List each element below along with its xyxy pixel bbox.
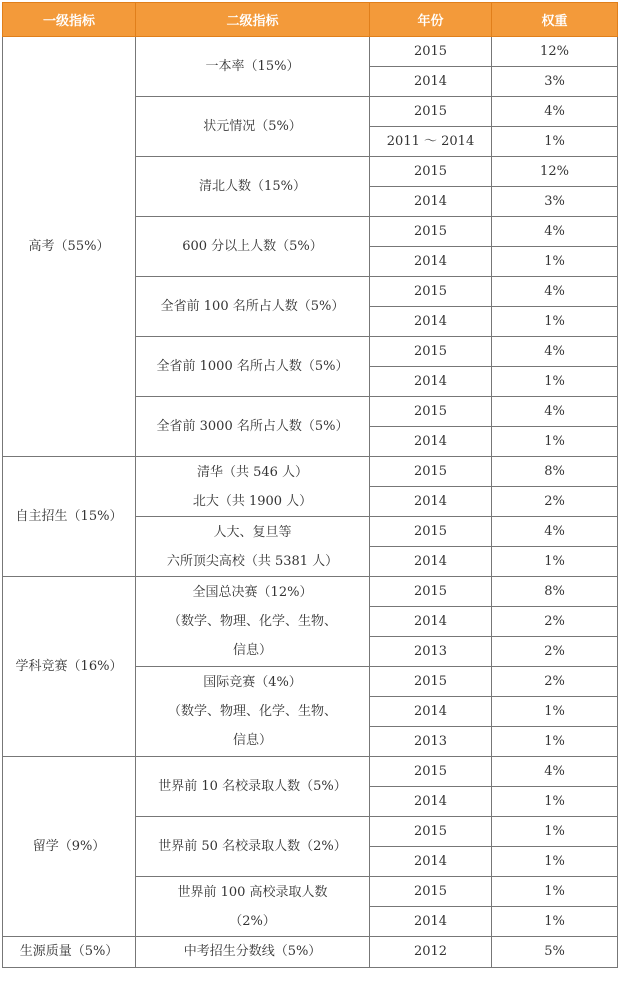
table-row (3, 37, 618, 67)
table-row (3, 457, 618, 487)
level1-cell: 生源质量（5%） (3, 937, 136, 968)
year-cell: 2014 (370, 847, 492, 877)
weight-cell: 5% (492, 937, 618, 968)
year-cell: 2014 (370, 67, 492, 97)
year-cell: 2015 (370, 397, 492, 427)
level2-line: （数学、物理、化学、生物、 (167, 704, 337, 719)
year-cell: 2015 (370, 667, 492, 697)
header-weight: 权重 (492, 3, 618, 37)
year-cell: 2015 (370, 37, 492, 67)
level2-line: 信息） (232, 643, 272, 658)
level2-cell (136, 577, 370, 667)
year-cell: 2011 ～ 2014 (370, 127, 492, 157)
table-row (3, 577, 618, 607)
table-body (3, 37, 618, 968)
year-cell: 2014 (370, 607, 492, 637)
year-cell: 2014 (370, 787, 492, 817)
level2-cell: 全省前 100 名所占人数（5%） (136, 277, 370, 337)
year-cell: 2015 (370, 457, 492, 487)
indicator-table (2, 2, 618, 968)
level2-cell: 清北人数（15%） (136, 157, 370, 217)
weight-cell: 3% (492, 187, 618, 217)
weight-cell: 1% (492, 817, 618, 847)
weight-cell: 4% (492, 517, 618, 547)
level2-line: 国际竞赛（4%） (203, 675, 302, 690)
level2-cell (136, 517, 370, 577)
level1-cell: 自主招生（15%） (3, 457, 136, 577)
header-row (3, 3, 618, 37)
level2-line: （数学、物理、化学、生物、 (167, 614, 337, 629)
level2-cell (136, 667, 370, 757)
year-cell: 2014 (370, 367, 492, 397)
level1-cell: 留学（9%） (3, 757, 136, 937)
year-cell: 2014 (370, 187, 492, 217)
weight-cell: 4% (492, 757, 618, 787)
weight-cell: 1% (492, 787, 618, 817)
year-cell: 2015 (370, 877, 492, 907)
year-cell: 2014 (370, 697, 492, 727)
weight-cell: 1% (492, 847, 618, 877)
weight-cell: 1% (492, 697, 618, 727)
weight-cell: 4% (492, 397, 618, 427)
level2-line: 人大、复旦等 (213, 524, 292, 540)
weight-cell: 2% (492, 637, 618, 667)
weight-cell: 8% (492, 577, 618, 607)
table-row (3, 757, 618, 787)
year-cell: 2015 (370, 757, 492, 787)
year-cell: 2015 (370, 817, 492, 847)
year-cell: 2015 (370, 277, 492, 307)
weight-cell: 1% (492, 427, 618, 457)
level2-cell: 全省前 3000 名所占人数（5%） (136, 397, 370, 457)
weight-cell: 2% (492, 667, 618, 697)
header-year: 年份 (370, 3, 492, 37)
weight-cell: 4% (492, 337, 618, 367)
year-cell: 2015 (370, 157, 492, 187)
year-cell: 2012 (370, 937, 492, 968)
level2-cell (136, 457, 370, 517)
weight-cell: 1% (492, 247, 618, 277)
year-cell: 2015 (370, 577, 492, 607)
year-cell: 2015 (370, 217, 492, 247)
level2-line: 世界前 100 高校录取人数 (177, 884, 328, 900)
year-cell: 2014 (370, 907, 492, 937)
header-level2: 二级指标 (136, 3, 370, 37)
level2-cell: 世界前 50 名校录取人数（2%） (136, 817, 370, 877)
level2-cell: 全省前 1000 名所占人数（5%） (136, 337, 370, 397)
weight-cell: 1% (492, 307, 618, 337)
weight-cell: 4% (492, 277, 618, 307)
weight-cell: 8% (492, 457, 618, 487)
level2-line: 六所顶尖高校（共 5381 人） (166, 553, 339, 569)
level2-line: 信息） (232, 733, 272, 748)
level2-cell: 600 分以上人数（5%） (136, 217, 370, 277)
header-level1: 一级指标 (3, 3, 136, 37)
weight-cell: 4% (492, 97, 618, 127)
weight-cell: 2% (492, 607, 618, 637)
year-cell: 2015 (370, 337, 492, 367)
year-cell: 2014 (370, 547, 492, 577)
weight-cell: 3% (492, 67, 618, 97)
year-cell: 2013 (370, 727, 492, 757)
level2-line: 清华（共 546 人） (196, 464, 309, 480)
weight-cell: 1% (492, 367, 618, 397)
year-cell: 2015 (370, 97, 492, 127)
weight-cell: 1% (492, 877, 618, 907)
year-cell: 2013 (370, 637, 492, 667)
level2-cell: 状元情况（5%） (136, 97, 370, 157)
level1-cell: 高考（55%） (3, 37, 136, 457)
year-cell: 2014 (370, 487, 492, 517)
level2-line: 北大（共 1900 人） (192, 493, 313, 509)
level2-cell: 一本率（15%） (136, 37, 370, 97)
year-cell: 2014 (370, 247, 492, 277)
level2-cell: 世界前 10 名校录取人数（5%） (136, 757, 370, 817)
weight-cell: 1% (492, 907, 618, 937)
level2-cell: 中考招生分数线（5%） (136, 937, 370, 968)
year-cell: 2015 (370, 517, 492, 547)
weight-cell: 1% (492, 127, 618, 157)
weight-cell: 12% (492, 37, 618, 67)
weight-cell: 1% (492, 547, 618, 577)
weight-cell: 4% (492, 217, 618, 247)
year-cell: 2014 (370, 307, 492, 337)
weight-cell: 12% (492, 157, 618, 187)
level2-cell (136, 877, 370, 937)
weight-cell: 2% (492, 487, 618, 517)
year-cell: 2014 (370, 427, 492, 457)
level2-line: （2%） (229, 913, 276, 929)
level1-cell: 学科竞赛（16%） (3, 577, 136, 757)
level2-line: 全国总决赛（12%） (192, 585, 313, 600)
table-row (3, 937, 618, 968)
weight-cell: 1% (492, 727, 618, 757)
